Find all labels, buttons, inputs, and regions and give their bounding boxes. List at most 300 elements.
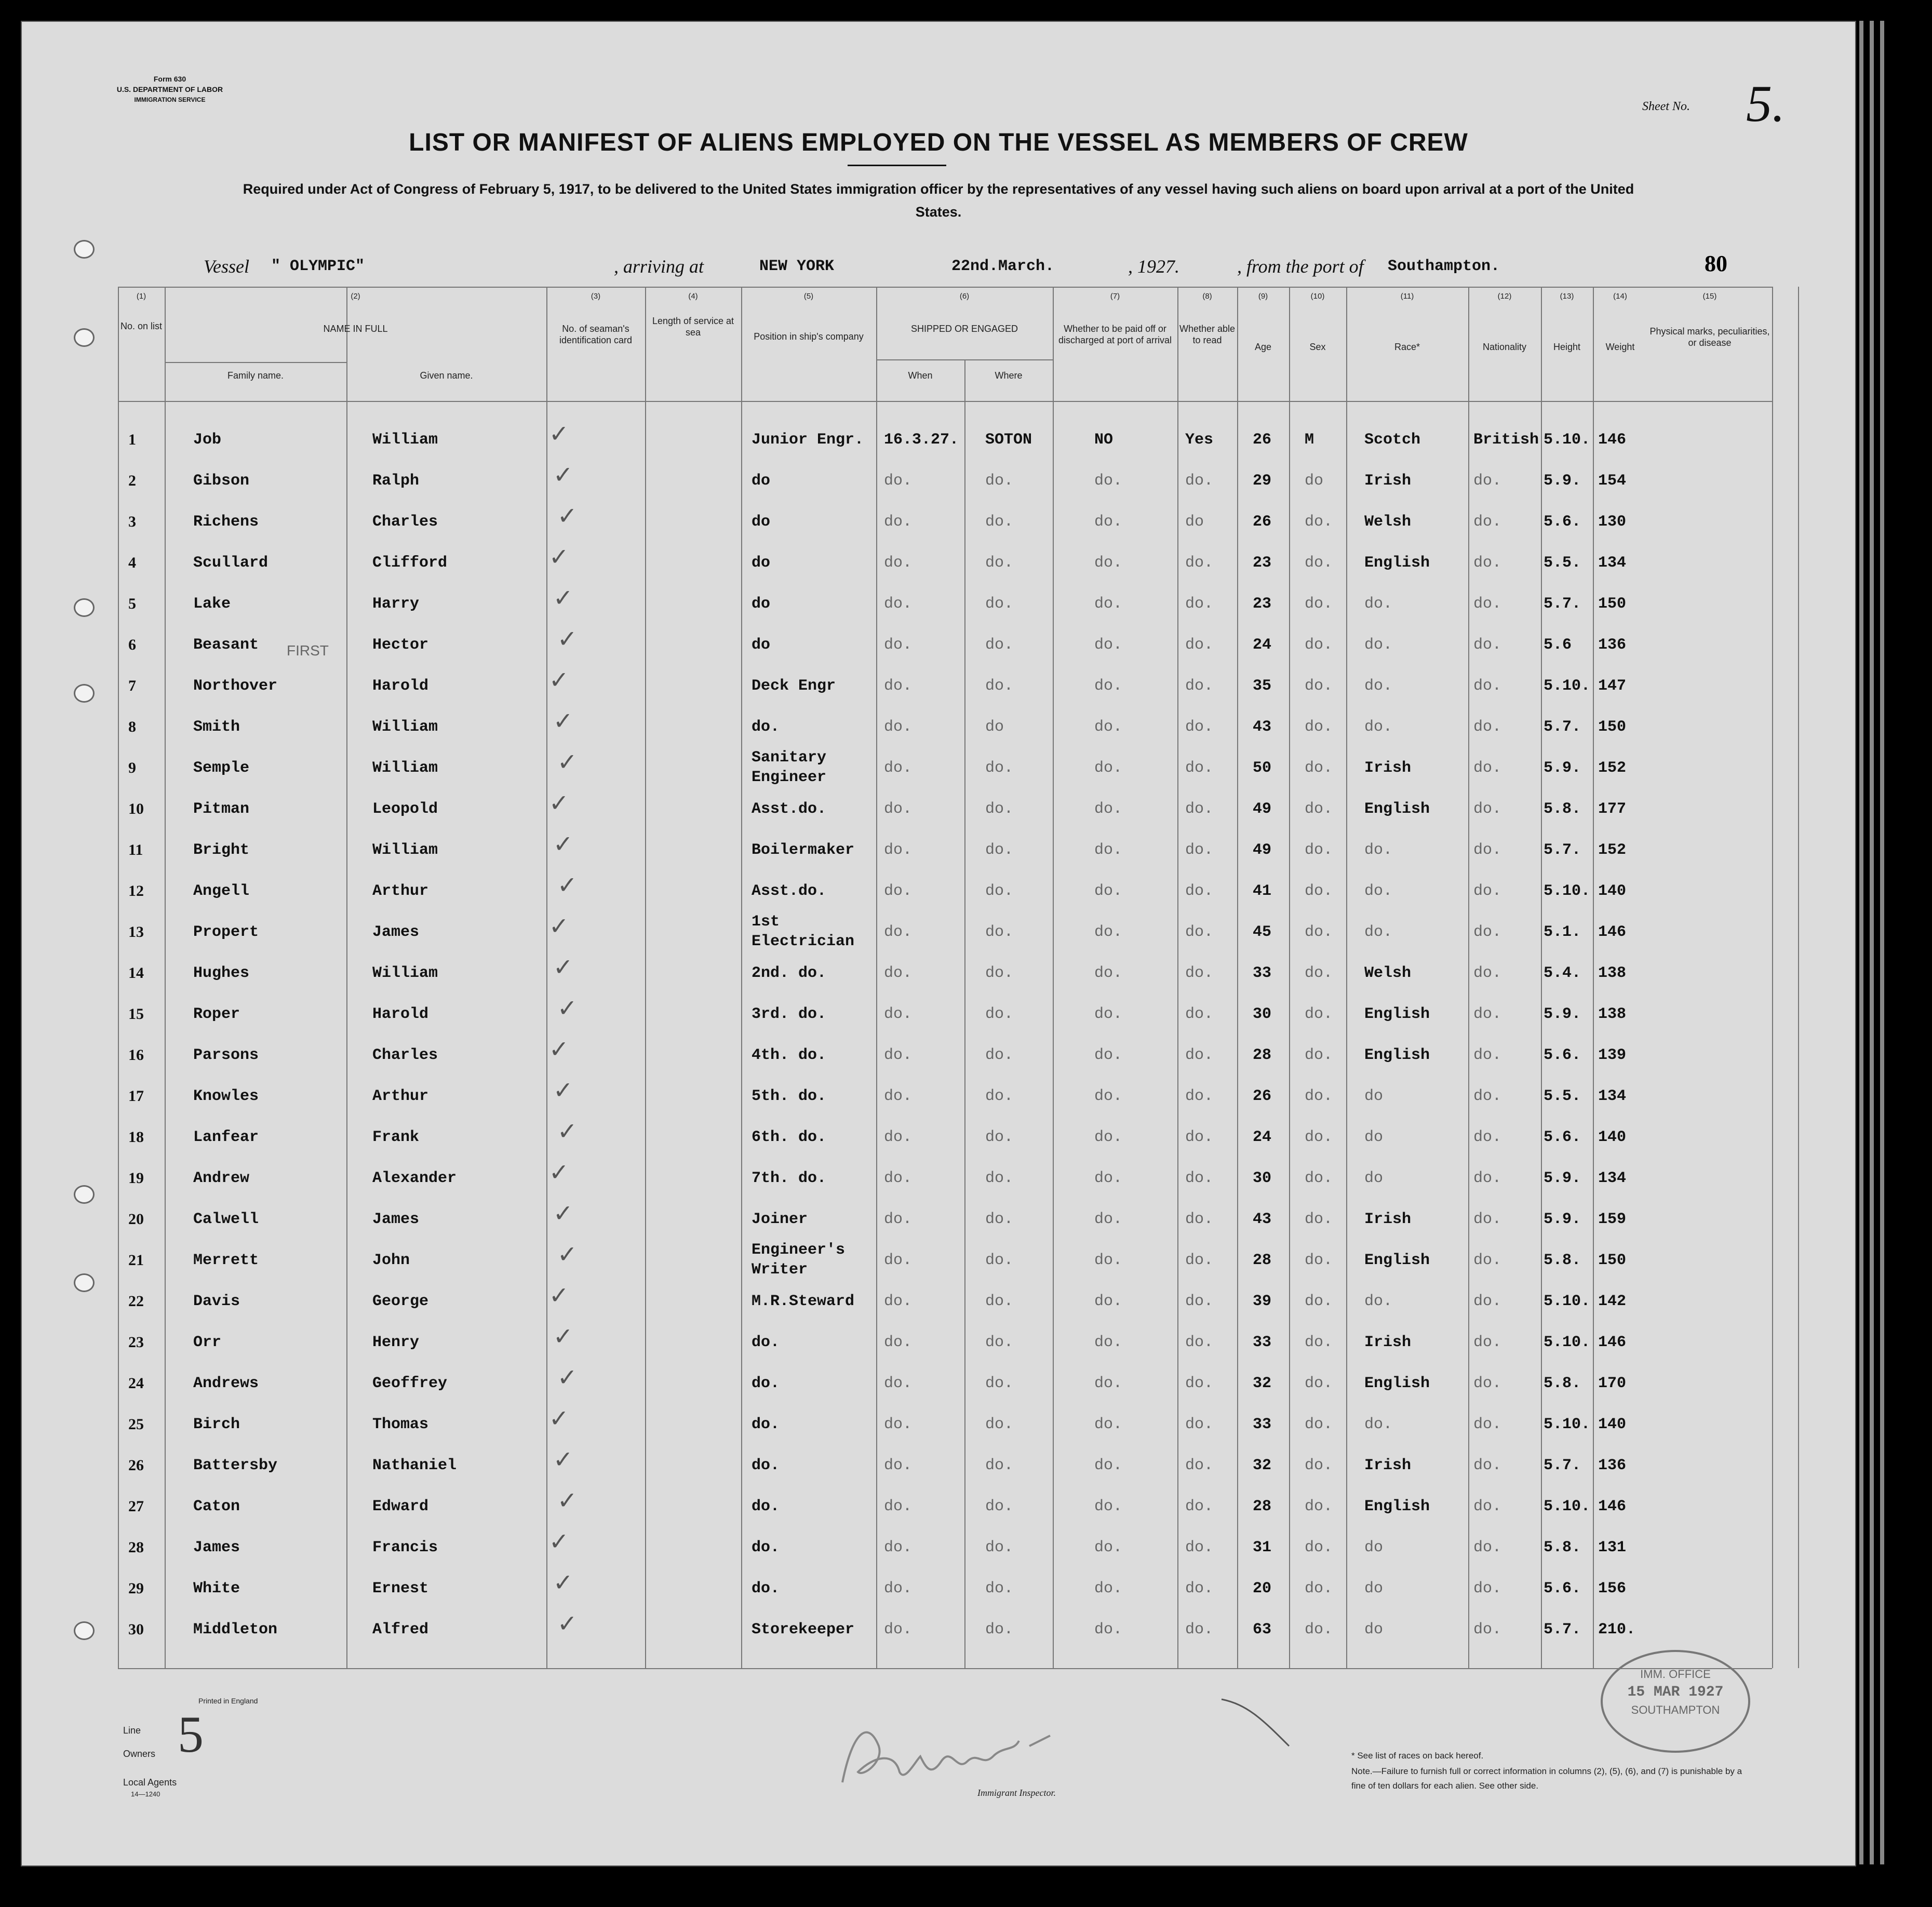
pencil-mark xyxy=(1216,1689,1299,1751)
shipped-where: do. xyxy=(985,1621,1014,1639)
handwritten-line: 5 xyxy=(178,1705,204,1763)
paid-off: do. xyxy=(1094,1539,1123,1556)
paid-off: do. xyxy=(1094,964,1123,982)
manifest-sheet xyxy=(21,21,1856,1866)
shipped-where: do. xyxy=(985,1457,1014,1474)
family-name: Birch xyxy=(193,1416,240,1433)
height: 5.9. xyxy=(1544,1211,1581,1228)
given-name: John xyxy=(372,1252,410,1269)
able-to-read: do. xyxy=(1185,1211,1214,1228)
column-header: Family name. xyxy=(227,370,284,381)
punch-hole xyxy=(74,1273,95,1292)
nationality: do. xyxy=(1473,759,1502,777)
check-mark-icon: ✓ xyxy=(549,543,569,571)
age: 23 xyxy=(1253,595,1272,613)
from-port-label: , from the port of xyxy=(1237,256,1364,277)
position: Storekeeper xyxy=(752,1621,855,1639)
weight: 140 xyxy=(1598,1129,1627,1146)
row-number: 1 xyxy=(128,431,136,448)
height: 5.6 xyxy=(1544,636,1572,654)
weight: 134 xyxy=(1598,1170,1627,1187)
paid-off: do. xyxy=(1094,1211,1123,1228)
nationality: do. xyxy=(1473,1375,1502,1392)
row-number: 16 xyxy=(128,1046,144,1064)
nationality: do. xyxy=(1473,1334,1502,1351)
page-subtitle: Required under Act of Congress of February 5, 1917, to be delivered to the United States immigration officer by the representatives of any vessel having such aliens on board upon arrival at a port of the United States. xyxy=(243,181,1634,220)
row-number: 21 xyxy=(128,1252,144,1269)
position: do. xyxy=(752,1498,780,1515)
sex: do. xyxy=(1305,1621,1333,1639)
column-header: Length of service at sea xyxy=(652,316,734,338)
column-header: Whether able to read xyxy=(1179,324,1236,345)
paid-off: do. xyxy=(1094,1498,1123,1515)
race: do xyxy=(1364,1129,1384,1146)
nationality: do. xyxy=(1473,1498,1502,1515)
shipped-where: do. xyxy=(985,1211,1014,1228)
agents-code: 14—1240 xyxy=(131,1790,160,1798)
able-to-read: do. xyxy=(1185,718,1214,736)
position: Boilermaker xyxy=(752,841,855,859)
age: 63 xyxy=(1253,1621,1272,1639)
height: 5.4. xyxy=(1544,964,1581,982)
able-to-read: do. xyxy=(1185,1293,1214,1310)
stamp-top: IMM. OFFICE xyxy=(1640,1668,1711,1681)
column-rule xyxy=(1772,287,1773,1668)
shipped-where: do. xyxy=(985,677,1014,695)
check-mark-icon: ✓ xyxy=(549,420,569,448)
row-number: 17 xyxy=(128,1087,144,1105)
able-to-read: Yes xyxy=(1185,431,1214,449)
nationality: do. xyxy=(1473,1087,1502,1105)
position: do xyxy=(752,595,771,613)
position: do xyxy=(752,513,771,531)
shipped-where: do. xyxy=(985,595,1014,613)
weight: 146 xyxy=(1598,431,1627,449)
shipped-when: do. xyxy=(884,964,913,982)
sex: do xyxy=(1305,472,1324,490)
row-number: 23 xyxy=(128,1334,144,1351)
able-to-read: do. xyxy=(1185,1580,1214,1597)
nationality: do. xyxy=(1473,472,1502,490)
shipped-when: do. xyxy=(884,923,913,941)
age: 49 xyxy=(1253,841,1272,859)
family-name: Andrews xyxy=(193,1375,259,1392)
shipped-where: do. xyxy=(985,759,1014,777)
column-header: No. on list xyxy=(120,321,163,331)
age: 28 xyxy=(1253,1252,1272,1269)
age: 30 xyxy=(1253,1005,1272,1023)
height: 5.6. xyxy=(1544,1129,1581,1146)
column-rule xyxy=(1346,287,1347,1668)
shipped-when: do. xyxy=(884,1375,913,1392)
nationality: do. xyxy=(1473,513,1502,531)
check-mark-icon: ✓ xyxy=(549,1158,569,1186)
page-title: LIST OR MANIFEST OF ALIENS EMPLOYED ON THE VESSEL AS MEMBERS OF CREW xyxy=(409,129,1468,156)
sex: do. xyxy=(1305,513,1333,531)
position: do. xyxy=(752,1416,780,1433)
nationality: do. xyxy=(1473,923,1502,941)
weight: 146 xyxy=(1598,1498,1627,1515)
given-name: Geoffrey xyxy=(372,1375,448,1392)
shipped-where: do. xyxy=(985,1539,1014,1556)
printed-in: Printed in England xyxy=(198,1697,258,1705)
column-number: (10) xyxy=(1310,292,1325,301)
family-name: Northover xyxy=(193,677,278,695)
able-to-read: do. xyxy=(1185,472,1214,490)
row-number: 9 xyxy=(128,759,136,776)
nationality: do. xyxy=(1473,1046,1502,1064)
row-number: 5 xyxy=(128,595,136,612)
given-name: Arthur xyxy=(372,1087,429,1105)
shipped-when: do. xyxy=(884,1539,913,1556)
family-name: Smith xyxy=(193,718,240,736)
weight: 156 xyxy=(1598,1580,1627,1597)
check-mark-icon: ✓ xyxy=(553,584,573,612)
page-edge xyxy=(1859,21,1863,1864)
inspector-signature xyxy=(832,1699,1102,1803)
column-number: (4) xyxy=(688,292,698,301)
position: do. xyxy=(752,1375,780,1392)
age: 33 xyxy=(1253,964,1272,982)
family-name: White xyxy=(193,1580,240,1597)
paid-off: do. xyxy=(1094,636,1123,654)
height: 5.1. xyxy=(1544,923,1581,941)
family-name: Orr xyxy=(193,1334,222,1351)
sex: do. xyxy=(1305,1046,1333,1064)
column-header: When xyxy=(908,370,933,381)
shipped-when: do. xyxy=(884,841,913,859)
race: do xyxy=(1364,1087,1384,1105)
nationality: do. xyxy=(1473,964,1502,982)
height: 5.7. xyxy=(1544,1457,1581,1474)
nationality: do. xyxy=(1473,1170,1502,1187)
sex: do. xyxy=(1305,718,1333,736)
position: do xyxy=(752,636,771,654)
arrival-year: , 1927. xyxy=(1128,256,1179,277)
height: 5.7. xyxy=(1544,1621,1581,1639)
column-header: Sex xyxy=(1309,342,1326,352)
given-name: Francis xyxy=(372,1539,438,1556)
position: do xyxy=(752,472,771,490)
sex: do. xyxy=(1305,595,1333,613)
paid-off: do. xyxy=(1094,1129,1123,1146)
table-bottom-rule xyxy=(118,1668,1772,1669)
row-number: 29 xyxy=(128,1580,144,1597)
row-number: 2 xyxy=(128,472,136,489)
age: 41 xyxy=(1253,882,1272,900)
family-name: Caton xyxy=(193,1498,240,1515)
column-header: Position in ship's company xyxy=(754,331,864,342)
height: 5.6. xyxy=(1544,1580,1581,1597)
able-to-read: do. xyxy=(1185,1005,1214,1023)
shipped-when: do. xyxy=(884,1211,913,1228)
race: do. xyxy=(1364,595,1393,613)
sex: do. xyxy=(1305,800,1333,818)
shipped-when: do. xyxy=(884,1170,913,1187)
sex: do. xyxy=(1305,882,1333,900)
check-mark-icon: ✓ xyxy=(549,1035,569,1063)
nationality: do. xyxy=(1473,1129,1502,1146)
shipped-where: do. xyxy=(985,1293,1014,1310)
height: 5.6. xyxy=(1544,1046,1581,1064)
age: 33 xyxy=(1253,1416,1272,1433)
able-to-read: do. xyxy=(1185,1046,1214,1064)
able-to-read: do. xyxy=(1185,800,1214,818)
age: 31 xyxy=(1253,1539,1272,1556)
able-to-read: do. xyxy=(1185,1375,1214,1392)
family-name: Beasant xyxy=(193,636,259,654)
race: Welsh xyxy=(1364,513,1412,531)
column-number: (11) xyxy=(1400,292,1414,301)
shipped-where: do. xyxy=(985,1046,1014,1064)
nationality: do. xyxy=(1473,636,1502,654)
column-rule xyxy=(1798,287,1799,1668)
shipped-when: do. xyxy=(884,1005,913,1023)
family-name: Angell xyxy=(193,882,250,900)
able-to-read: do. xyxy=(1185,964,1214,982)
nationality: do. xyxy=(1473,595,1502,613)
shipped-when: do. xyxy=(884,882,913,900)
height: 5.10. xyxy=(1544,1498,1591,1515)
shipped-where: do. xyxy=(985,964,1014,982)
sex: do. xyxy=(1305,1129,1333,1146)
column-rule xyxy=(876,287,877,1668)
column-header: Race* xyxy=(1394,342,1420,352)
row-number: 19 xyxy=(128,1170,144,1187)
check-mark-icon: ✓ xyxy=(549,1404,569,1432)
position: Joiner xyxy=(752,1211,808,1228)
inspector-label: Immigrant Inspector. xyxy=(977,1788,1056,1798)
family-name: Battersby xyxy=(193,1457,278,1474)
given-name: Harry xyxy=(372,595,420,613)
paid-off: do. xyxy=(1094,759,1123,777)
shipped-where: do. xyxy=(985,513,1014,531)
column-number: (9) xyxy=(1258,292,1268,301)
race: Irish xyxy=(1364,1211,1412,1228)
row-number: 28 xyxy=(128,1539,144,1556)
position: do. xyxy=(752,1334,780,1351)
shipped-where: do. xyxy=(985,554,1014,572)
row-number: 26 xyxy=(128,1457,144,1474)
position: Junior Engr. xyxy=(752,431,864,449)
able-to-read: do xyxy=(1185,513,1204,531)
height: 5.9. xyxy=(1544,1005,1581,1023)
sex: do. xyxy=(1305,1416,1333,1433)
height: 5.10. xyxy=(1544,882,1591,900)
column-header: Where xyxy=(995,370,1023,381)
agents-label: Local Agents xyxy=(123,1777,177,1788)
sex: do. xyxy=(1305,1293,1333,1310)
given-name: Frank xyxy=(372,1129,420,1146)
check-mark-icon: ✓ xyxy=(557,1363,578,1391)
paid-off: do. xyxy=(1094,1580,1123,1597)
nationality: do. xyxy=(1473,1211,1502,1228)
paid-off: do. xyxy=(1094,677,1123,695)
column-number: (5) xyxy=(803,292,814,301)
check-mark-icon: ✓ xyxy=(549,1527,569,1555)
paid-off: do. xyxy=(1094,1416,1123,1433)
position: 3rd. do. xyxy=(752,1005,827,1023)
row-number: 8 xyxy=(128,718,136,735)
form-info xyxy=(100,74,240,105)
row-number: 11 xyxy=(128,841,143,858)
shipped-where: do xyxy=(985,718,1004,736)
row-number: 20 xyxy=(128,1211,144,1228)
sex: do. xyxy=(1305,759,1333,777)
family-name: Merrett xyxy=(193,1252,259,1269)
weight: 134 xyxy=(1598,554,1627,572)
position: 6th. do. xyxy=(752,1129,827,1146)
position: do. xyxy=(752,1457,780,1474)
given-name: Nathaniel xyxy=(372,1457,457,1474)
column-rule xyxy=(1237,287,1238,1668)
shipped-when: do. xyxy=(884,636,913,654)
shipped-where: do. xyxy=(985,472,1014,490)
column-number: (6) xyxy=(959,292,970,301)
check-mark-icon: ✓ xyxy=(549,666,569,694)
race: do xyxy=(1364,1539,1384,1556)
shipped-when: do. xyxy=(884,595,913,613)
paid-off: do. xyxy=(1094,1375,1123,1392)
column-rule xyxy=(1053,287,1054,1668)
given-name: Ernest xyxy=(372,1580,429,1597)
able-to-read: do. xyxy=(1185,1087,1214,1105)
weight: 140 xyxy=(1598,882,1627,900)
paid-off: do. xyxy=(1094,1170,1123,1187)
paid-off: do. xyxy=(1094,472,1123,490)
check-mark-icon: ✓ xyxy=(557,994,578,1022)
shipped-when: do. xyxy=(884,718,913,736)
column-number: (13) xyxy=(1560,292,1574,301)
paid-off: do. xyxy=(1094,1621,1123,1639)
sheet-label: Sheet No. xyxy=(1642,100,1690,113)
race: do. xyxy=(1364,882,1393,900)
weight: 170 xyxy=(1598,1375,1627,1392)
weight: 159 xyxy=(1598,1211,1627,1228)
row-number: 10 xyxy=(128,800,144,817)
position: Engineer's Writer xyxy=(752,1241,846,1279)
race: do xyxy=(1364,1621,1384,1639)
column-rule xyxy=(165,287,166,1668)
punch-hole xyxy=(74,1621,95,1640)
paid-off: do. xyxy=(1094,1046,1123,1064)
position: Asst.do. xyxy=(752,800,827,818)
height: 5.10. xyxy=(1544,1416,1591,1433)
position: Deck Engr xyxy=(752,677,836,695)
height: 5.8. xyxy=(1544,1375,1581,1392)
annotation-first: FIRST xyxy=(287,642,329,659)
family-name: Scullard xyxy=(193,554,269,572)
sex: do. xyxy=(1305,1498,1333,1515)
nationality: do. xyxy=(1473,1005,1502,1023)
paid-off: do. xyxy=(1094,718,1123,736)
paid-off: do. xyxy=(1094,1457,1123,1474)
paid-off: do. xyxy=(1094,1293,1123,1310)
column-number: (7) xyxy=(1110,292,1120,301)
able-to-read: do. xyxy=(1185,1416,1214,1433)
check-mark-icon: ✓ xyxy=(557,502,578,530)
able-to-read: do. xyxy=(1185,554,1214,572)
able-to-read: do. xyxy=(1185,841,1214,859)
age: 32 xyxy=(1253,1457,1272,1474)
able-to-read: do. xyxy=(1185,1129,1214,1146)
family-name: Semple xyxy=(193,759,250,777)
position: 2nd. do. xyxy=(752,964,827,982)
office-stamp xyxy=(1601,1650,1750,1753)
column-rule xyxy=(1468,287,1469,1668)
shipped-when: do. xyxy=(884,1046,913,1064)
stamp-date: 15 MAR 1927 xyxy=(1627,1684,1724,1700)
shipped-when: do. xyxy=(884,472,913,490)
height: 5.10. xyxy=(1544,677,1591,695)
sex: do. xyxy=(1305,1087,1333,1105)
sex: do. xyxy=(1305,1457,1333,1474)
check-mark-icon: ✓ xyxy=(557,1240,578,1268)
check-mark-icon: ✓ xyxy=(553,1199,573,1227)
weight: 138 xyxy=(1598,964,1627,982)
able-to-read: do. xyxy=(1185,1621,1214,1639)
race: do. xyxy=(1364,923,1393,941)
position: M.R.Steward xyxy=(752,1293,855,1310)
nationality: do. xyxy=(1473,677,1502,695)
given-name: William xyxy=(372,718,438,736)
position: do. xyxy=(752,1580,780,1597)
given-name: Charles xyxy=(372,513,438,531)
sex: do. xyxy=(1305,1334,1333,1351)
sex: do. xyxy=(1305,554,1333,572)
family-name: Pitman xyxy=(193,800,250,818)
shipped-where: do. xyxy=(985,1416,1014,1433)
weight: 134 xyxy=(1598,1087,1627,1105)
nationality: do. xyxy=(1473,800,1502,818)
race: do. xyxy=(1364,636,1393,654)
race: Irish xyxy=(1364,472,1412,490)
shipped-when: do. xyxy=(884,1416,913,1433)
nationality: do. xyxy=(1473,1252,1502,1269)
nationality: do. xyxy=(1473,1621,1502,1639)
weight: 136 xyxy=(1598,1457,1627,1474)
column-number: (2) xyxy=(351,292,360,301)
family-name: Lanfear xyxy=(193,1129,259,1146)
given-name: Harold xyxy=(372,1005,429,1023)
shipped-when: do. xyxy=(884,759,913,777)
family-name: Lake xyxy=(193,595,231,613)
column-rule xyxy=(964,359,965,1668)
given-name: William xyxy=(372,841,438,859)
given-name: George xyxy=(372,1293,429,1310)
weight: 150 xyxy=(1598,1252,1627,1269)
shipped-where: do. xyxy=(985,1580,1014,1597)
age: 30 xyxy=(1253,1170,1272,1187)
check-mark-icon: ✓ xyxy=(553,1322,573,1350)
age: 26 xyxy=(1253,1087,1272,1105)
nationality: British xyxy=(1473,431,1539,449)
race: Irish xyxy=(1364,759,1412,777)
nationality: do. xyxy=(1473,841,1502,859)
race: do. xyxy=(1364,677,1393,695)
family-name: James xyxy=(193,1539,240,1556)
able-to-read: do. xyxy=(1185,1170,1214,1187)
column-header: No. of seaman's identification card xyxy=(559,324,633,345)
arriving-label: , arriving at xyxy=(614,256,704,277)
row-number: 15 xyxy=(128,1005,144,1023)
shipped-when: do. xyxy=(884,1457,913,1474)
height: 5.9. xyxy=(1544,759,1581,777)
check-mark-icon: ✓ xyxy=(553,1076,573,1104)
punch-hole xyxy=(74,598,95,617)
position: 5th. do. xyxy=(752,1087,827,1105)
weight: 131 xyxy=(1598,1539,1627,1556)
